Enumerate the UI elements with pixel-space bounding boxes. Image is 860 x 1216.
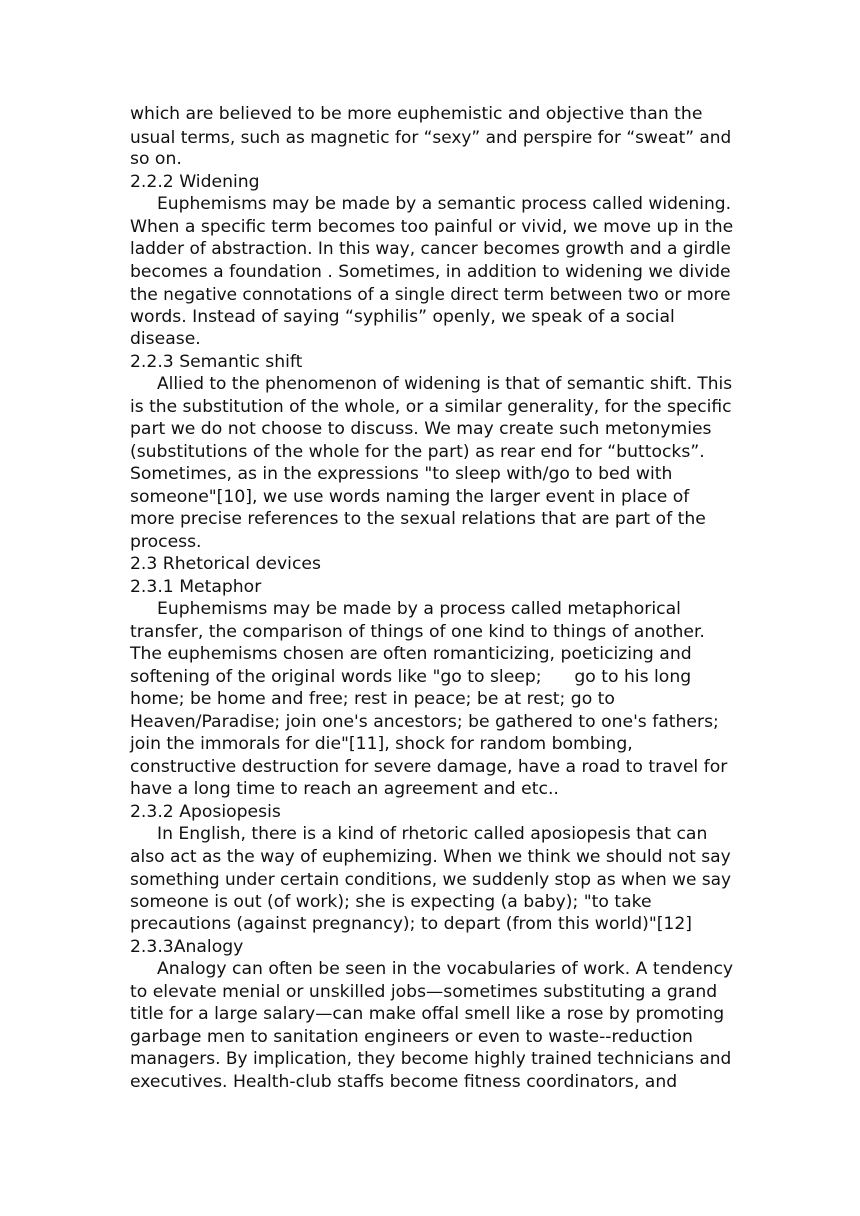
- paragraph-line: which are believed to be more euphemistic and objective than the: [130, 104, 703, 124]
- paragraph-line: Euphemisms may be made by a process called metaphorical: [157, 599, 681, 619]
- paragraph-line: garbage men to sanitation engineers or even to waste--reduction: [130, 1026, 693, 1047]
- paragraph-line: In English, there is a kind of rhetoric called aposiopesis that can: [157, 824, 708, 844]
- paragraph-line: someone is out (of work); she is expecting (a baby); "to take: [130, 891, 652, 912]
- paragraph-line: usual terms, such as magnetic for “sexy” and perspire for “sweat” and: [130, 126, 732, 147]
- paragraph-line: Allied to the phenomenon of widening is that of semantic shift. This: [157, 374, 733, 394]
- subsection-heading: 2.3.3Analogy: [130, 936, 244, 957]
- paragraph-line: words. Instead of saying “syphilis” openly, we speak of a social: [130, 306, 675, 327]
- paragraph-line: title for a large salary—can make offal smell like a rose by promoting: [130, 1004, 725, 1024]
- paragraph-line: home; be home and free; rest in peace; be at rest; go to: [130, 689, 615, 709]
- paragraph-line: managers. By implication, they become highly trained technicians and: [130, 1049, 732, 1069]
- section-heading: 2.2.3 Semantic shift: [130, 351, 303, 372]
- paragraph-line: have a long time to reach an agreement and etc..: [130, 779, 559, 799]
- paragraph-line: so on.: [130, 149, 182, 169]
- paragraph-line: Euphemisms may be made by a semantic process called widening.: [157, 194, 732, 214]
- paragraph-line: more precise references to the sexual relations that are part of the: [130, 509, 706, 529]
- paragraph-line: the negative connotations of a single direct term between two or more: [130, 284, 731, 304]
- paragraph-line: process.: [130, 531, 202, 552]
- paragraph-line: something under certain conditions, we suddenly stop as when we say: [130, 869, 732, 889]
- subsection-heading: 2.3.1 Metaphor: [130, 576, 262, 597]
- paragraph-line: softening of the original words like "go to sleep; go to his long: [130, 666, 692, 687]
- subsection-heading: 2.3.2 Aposiopesis: [130, 801, 281, 822]
- paragraph-line: to elevate menial or unskilled jobs—sometimes substituting a grand: [130, 981, 718, 1002]
- paragraph-line: constructive destruction for severe damage, have a road to travel for: [130, 756, 728, 777]
- section-heading: 2.3 Rhetorical devices: [130, 554, 321, 574]
- paragraph-line: transfer, the comparison of things of one kind to things of another.: [130, 621, 705, 642]
- paragraph-line: is the substitution of the whole, or a similar generality, for the specific: [130, 396, 732, 417]
- paragraph-line: also act as the way of euphemizing. When we think we should not say: [130, 846, 731, 867]
- paragraph-line: ladder of abstraction. In this way, cancer becomes growth and a girdle: [130, 239, 731, 259]
- paragraph-line: precautions (against pregnancy); to depart (from this world)"[12]: [130, 914, 693, 934]
- paragraph-line: executives. Health-club staffs become fitness coordinators, and: [130, 1071, 678, 1092]
- document-page: [130, 103, 734, 1093]
- paragraph-line: (substitutions of the whole for the part) as rear end for “buttocks”.: [130, 441, 705, 462]
- paragraph-line: Heaven/Paradise; join one's ancestors; be gathered to one's fathers;: [130, 711, 719, 732]
- paragraph-line: join the immorals for die"[11], shock for random bombing,: [130, 734, 633, 754]
- paragraph-line: part we do not choose to discuss. We may create such metonymies: [130, 419, 712, 439]
- paragraph-line: When a specific term becomes too painful or vivid, we move up in the: [130, 216, 734, 237]
- paragraph-line: Sometimes, as in the expressions "to sleep with/go to bed with: [130, 464, 673, 484]
- paragraph-line: someone"[10], we use words naming the larger event in place of: [130, 486, 690, 507]
- paragraph-line: The euphemisms chosen are often romanticizing, poeticizing and: [130, 644, 692, 664]
- paragraph-line: Analogy can often be seen in the vocabularies of work. A tendency: [157, 959, 734, 979]
- paragraph-line: disease.: [130, 329, 201, 349]
- paragraph-line: becomes a foundation . Sometimes, in addition to widening we divide: [130, 261, 731, 282]
- section-heading: 2.2.2 Widening: [130, 171, 260, 192]
